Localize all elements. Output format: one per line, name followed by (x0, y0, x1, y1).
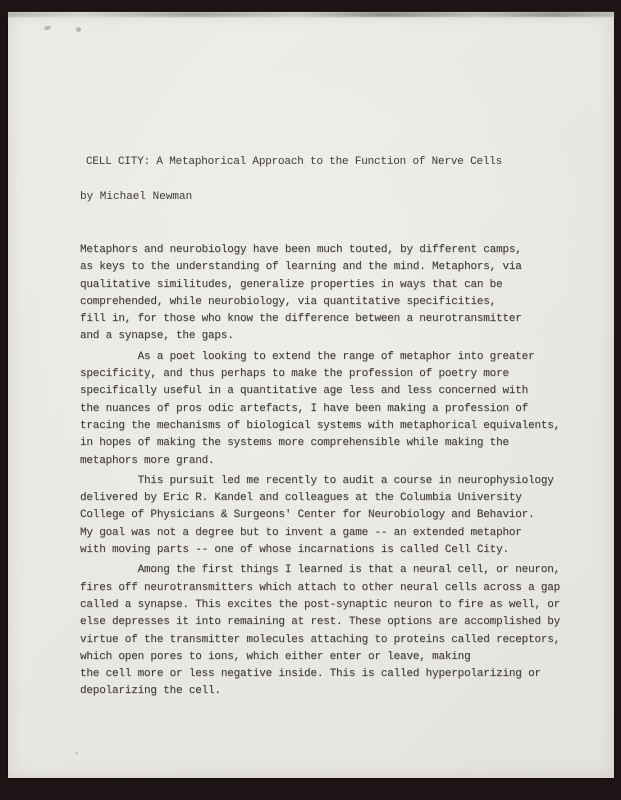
text-line: College of Physicians & Surgeons' Center for Neurobiology and Behavior. (80, 509, 535, 522)
page-content (8, 12, 614, 701)
text-line: specificity, and thus perhaps to make the profession of poetry more (80, 368, 509, 381)
document-byline: by Michael Newman (80, 191, 193, 203)
text-line: This pursuit led me recently to audit a course in neurophysiology (80, 474, 554, 487)
text-line: metaphors more grand. (80, 454, 215, 467)
text-line: in hopes of making the systems more comprehensible while making the (80, 437, 509, 450)
text-line: and a synapse, the gaps. (80, 330, 234, 343)
text-line: Metaphors and neurobiology have been much touted, by different camps, (80, 244, 522, 256)
text-line: with moving parts -- one of whose incarnations is called Cell City. (80, 544, 509, 557)
text-line: which open pores to ions, which either enter or leave, making (80, 650, 471, 663)
text-line: depolarizing the cell. (80, 685, 221, 698)
text-line: the nuances of pros odic artefacts, I have been making a profession of (80, 402, 529, 415)
text-line: virtue of the transmitter molecules attaching to proteins called receptors, (80, 633, 561, 646)
paragraph (80, 242, 586, 346)
text-line: the cell more or less negative inside. This is called hyperpolarizing or (80, 668, 541, 681)
text-line: else depresses it into remaining at rest. These options are accomplished by (80, 616, 561, 629)
paragraph (80, 349, 586, 470)
text-line: comprehended, while neurobiology, via quantitative specificities, (80, 295, 497, 308)
document-page (8, 12, 614, 778)
text-line: as keys to the understanding of learning and the mind. Metaphors, via (80, 261, 522, 274)
text-line: fill in, for those who know the difference between a neurotransmitter (80, 313, 522, 326)
pencil-mark (75, 752, 78, 755)
document-title: CELL CITY: A Metaphorical Approach to the Function of Nerve Cells (86, 156, 503, 168)
paragraph (80, 473, 586, 559)
text-line: called a synapse. This excites the post-synaptic neuron to fire as well, or (80, 598, 561, 611)
text-line: My goal was not a degree but to invent a game -- an extended metaphor (80, 526, 522, 539)
text-line: tracing the mechanisms of biological systems with metaphorical equivalents, (80, 419, 561, 432)
text-line: As a poet looking to extend the range of metaphor into greater (80, 350, 535, 363)
paragraph (80, 562, 586, 700)
text-line: Among the first things I learned is that a neural cell, or neuron, (80, 564, 561, 577)
document-body (80, 242, 586, 701)
text-line: fires off neurotransmitters which attach to other neural cells across a gap (80, 581, 561, 594)
text-line: qualitative similitudes, generalize properties in ways that can be (80, 278, 503, 291)
text-line: specifically useful in a quantitative age less and less concerned with (80, 385, 529, 398)
text-line: delivered by Eric R. Kandel and colleagues at the Columbia University (80, 492, 522, 505)
